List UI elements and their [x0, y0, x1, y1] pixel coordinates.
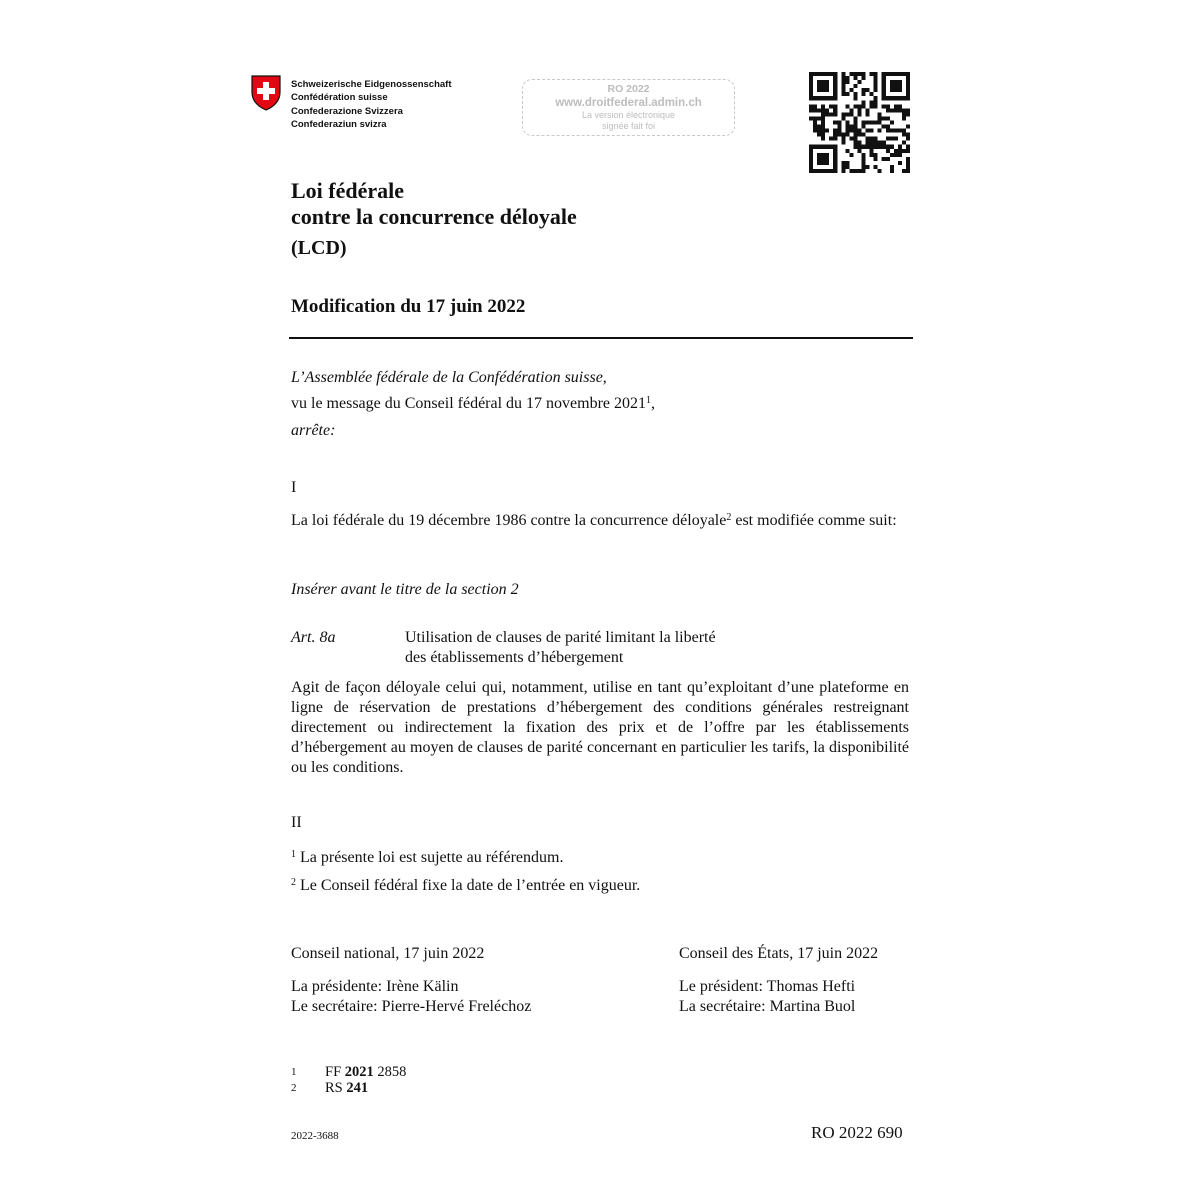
article-body: Agit de façon déloyale celui qui, notamment, utilise en tant qu’exploitant d’une plateforme en ligne de réservation de prestations d’hébergement des conditions générales restreignant directement ou indirectement la fixation des prix et de l’offre par les établissements d’hébergement au moyen de clauses de parité concernant en particulier les tarifs, la disponibilité ou les conditions.	[291, 679, 909, 776]
footnote-2-number-bold: 241	[346, 1080, 369, 1096]
agency-name-de: Schweizerische Eidgenossenschaft	[291, 79, 452, 90]
paragraph-number-2: 2	[291, 877, 296, 888]
stamp-url: www.droitfederal.admin.ch	[555, 97, 702, 109]
qr-code-icon	[809, 72, 910, 173]
footnote-2-text	[325, 1080, 368, 1096]
paragraph-2-text: Le Conseil fédéral fixe la date de l’entrée en vigueur.	[296, 877, 641, 894]
document-title	[291, 178, 577, 261]
agency-name-fr: Confédération suisse	[291, 92, 388, 104]
modification-date-heading: Modification du 17 juin 2022	[291, 296, 526, 317]
section-numeral-2: II	[291, 814, 302, 831]
paragraph-number-1: 1	[291, 849, 296, 860]
footnote-2-prefix: RS	[325, 1080, 347, 1096]
preamble-assembly: L’Assemblée fédérale de la Confédération suisse,	[291, 369, 607, 386]
stamp-text-line2: signée fait foi	[601, 121, 656, 131]
signature-right-chamber: Conseil des États, 17 juin 2022	[679, 945, 879, 962]
preamble-decree: arrête:	[291, 422, 336, 439]
ro-reference: RO 2022 690	[811, 1123, 903, 1142]
footnote-1-number: 1	[291, 1066, 297, 1078]
section2-paragraph-1	[291, 848, 563, 868]
preamble-message	[291, 394, 655, 414]
agency-name-block	[291, 78, 452, 131]
footnotes	[291, 1064, 406, 1096]
electronic-version-stamp	[522, 79, 735, 136]
swiss-coat-of-arms-icon	[251, 75, 281, 111]
preamble-message-end: ,	[651, 395, 656, 412]
section-numeral-1: I	[291, 479, 297, 496]
title-abbreviation: (LCD)	[291, 237, 347, 259]
footnote-2	[291, 1080, 406, 1096]
stamp-ro-label: RO 2022	[607, 83, 650, 95]
title-divider	[289, 337, 913, 339]
footnote-1-prefix: FF	[325, 1064, 345, 1080]
article-label: Art. 8a	[291, 629, 336, 646]
stamp-text-line1: La version électronique	[581, 110, 676, 120]
agency-name-it: Confederazione Svizzera	[291, 105, 403, 117]
title-line1: Loi fédérale	[291, 178, 405, 203]
section2-paragraph-2	[291, 876, 640, 896]
footnote-1-page: 2858	[373, 1064, 407, 1080]
document-number: 2022-3688	[291, 1130, 339, 1142]
signature-right-secretary: La secrétaire: Martina Buol	[679, 998, 856, 1015]
footnote-1	[291, 1064, 406, 1080]
signature-left-secretary: Le secrétaire: Pierre-Hervé Freléchoz	[291, 998, 532, 1015]
footnote-ref-1: 1	[646, 395, 652, 406]
article-heading-line1: Utilisation de clauses de parité limitant la liberté	[405, 629, 716, 646]
insertion-instruction: Insérer avant le titre de la section 2	[291, 581, 519, 598]
signature-left-chamber: Conseil national, 17 juin 2022	[291, 945, 485, 962]
article-heading	[405, 628, 716, 668]
footnote-1-text	[325, 1064, 406, 1080]
section1-intro	[291, 511, 909, 531]
section1-intro-text: La loi fédérale du 19 décembre 1986 contre la concurrence déloyale	[291, 512, 727, 529]
footnote-1-year: 2021	[344, 1064, 374, 1080]
section1-intro-text-end: est modifiée comme suit:	[731, 512, 897, 529]
preamble-message-text: vu le message du Conseil fédéral du 17 novembre 2021	[291, 395, 647, 412]
signature-right-president: Le président: Thomas Hefti	[679, 978, 856, 995]
article-heading-line2: des établissements d’hébergement	[405, 649, 624, 666]
paragraph-1-text: La présente loi est sujette au référendum.	[296, 849, 564, 866]
title-line2: contre la concurrence déloyale	[291, 204, 577, 229]
footnote-2-number: 2	[291, 1082, 297, 1094]
footnote-ref-2: 2	[726, 512, 732, 523]
signature-left-president: La présidente: Irène Kälin	[291, 978, 459, 995]
agency-name-rm: Confederaziun svizra	[291, 118, 387, 130]
